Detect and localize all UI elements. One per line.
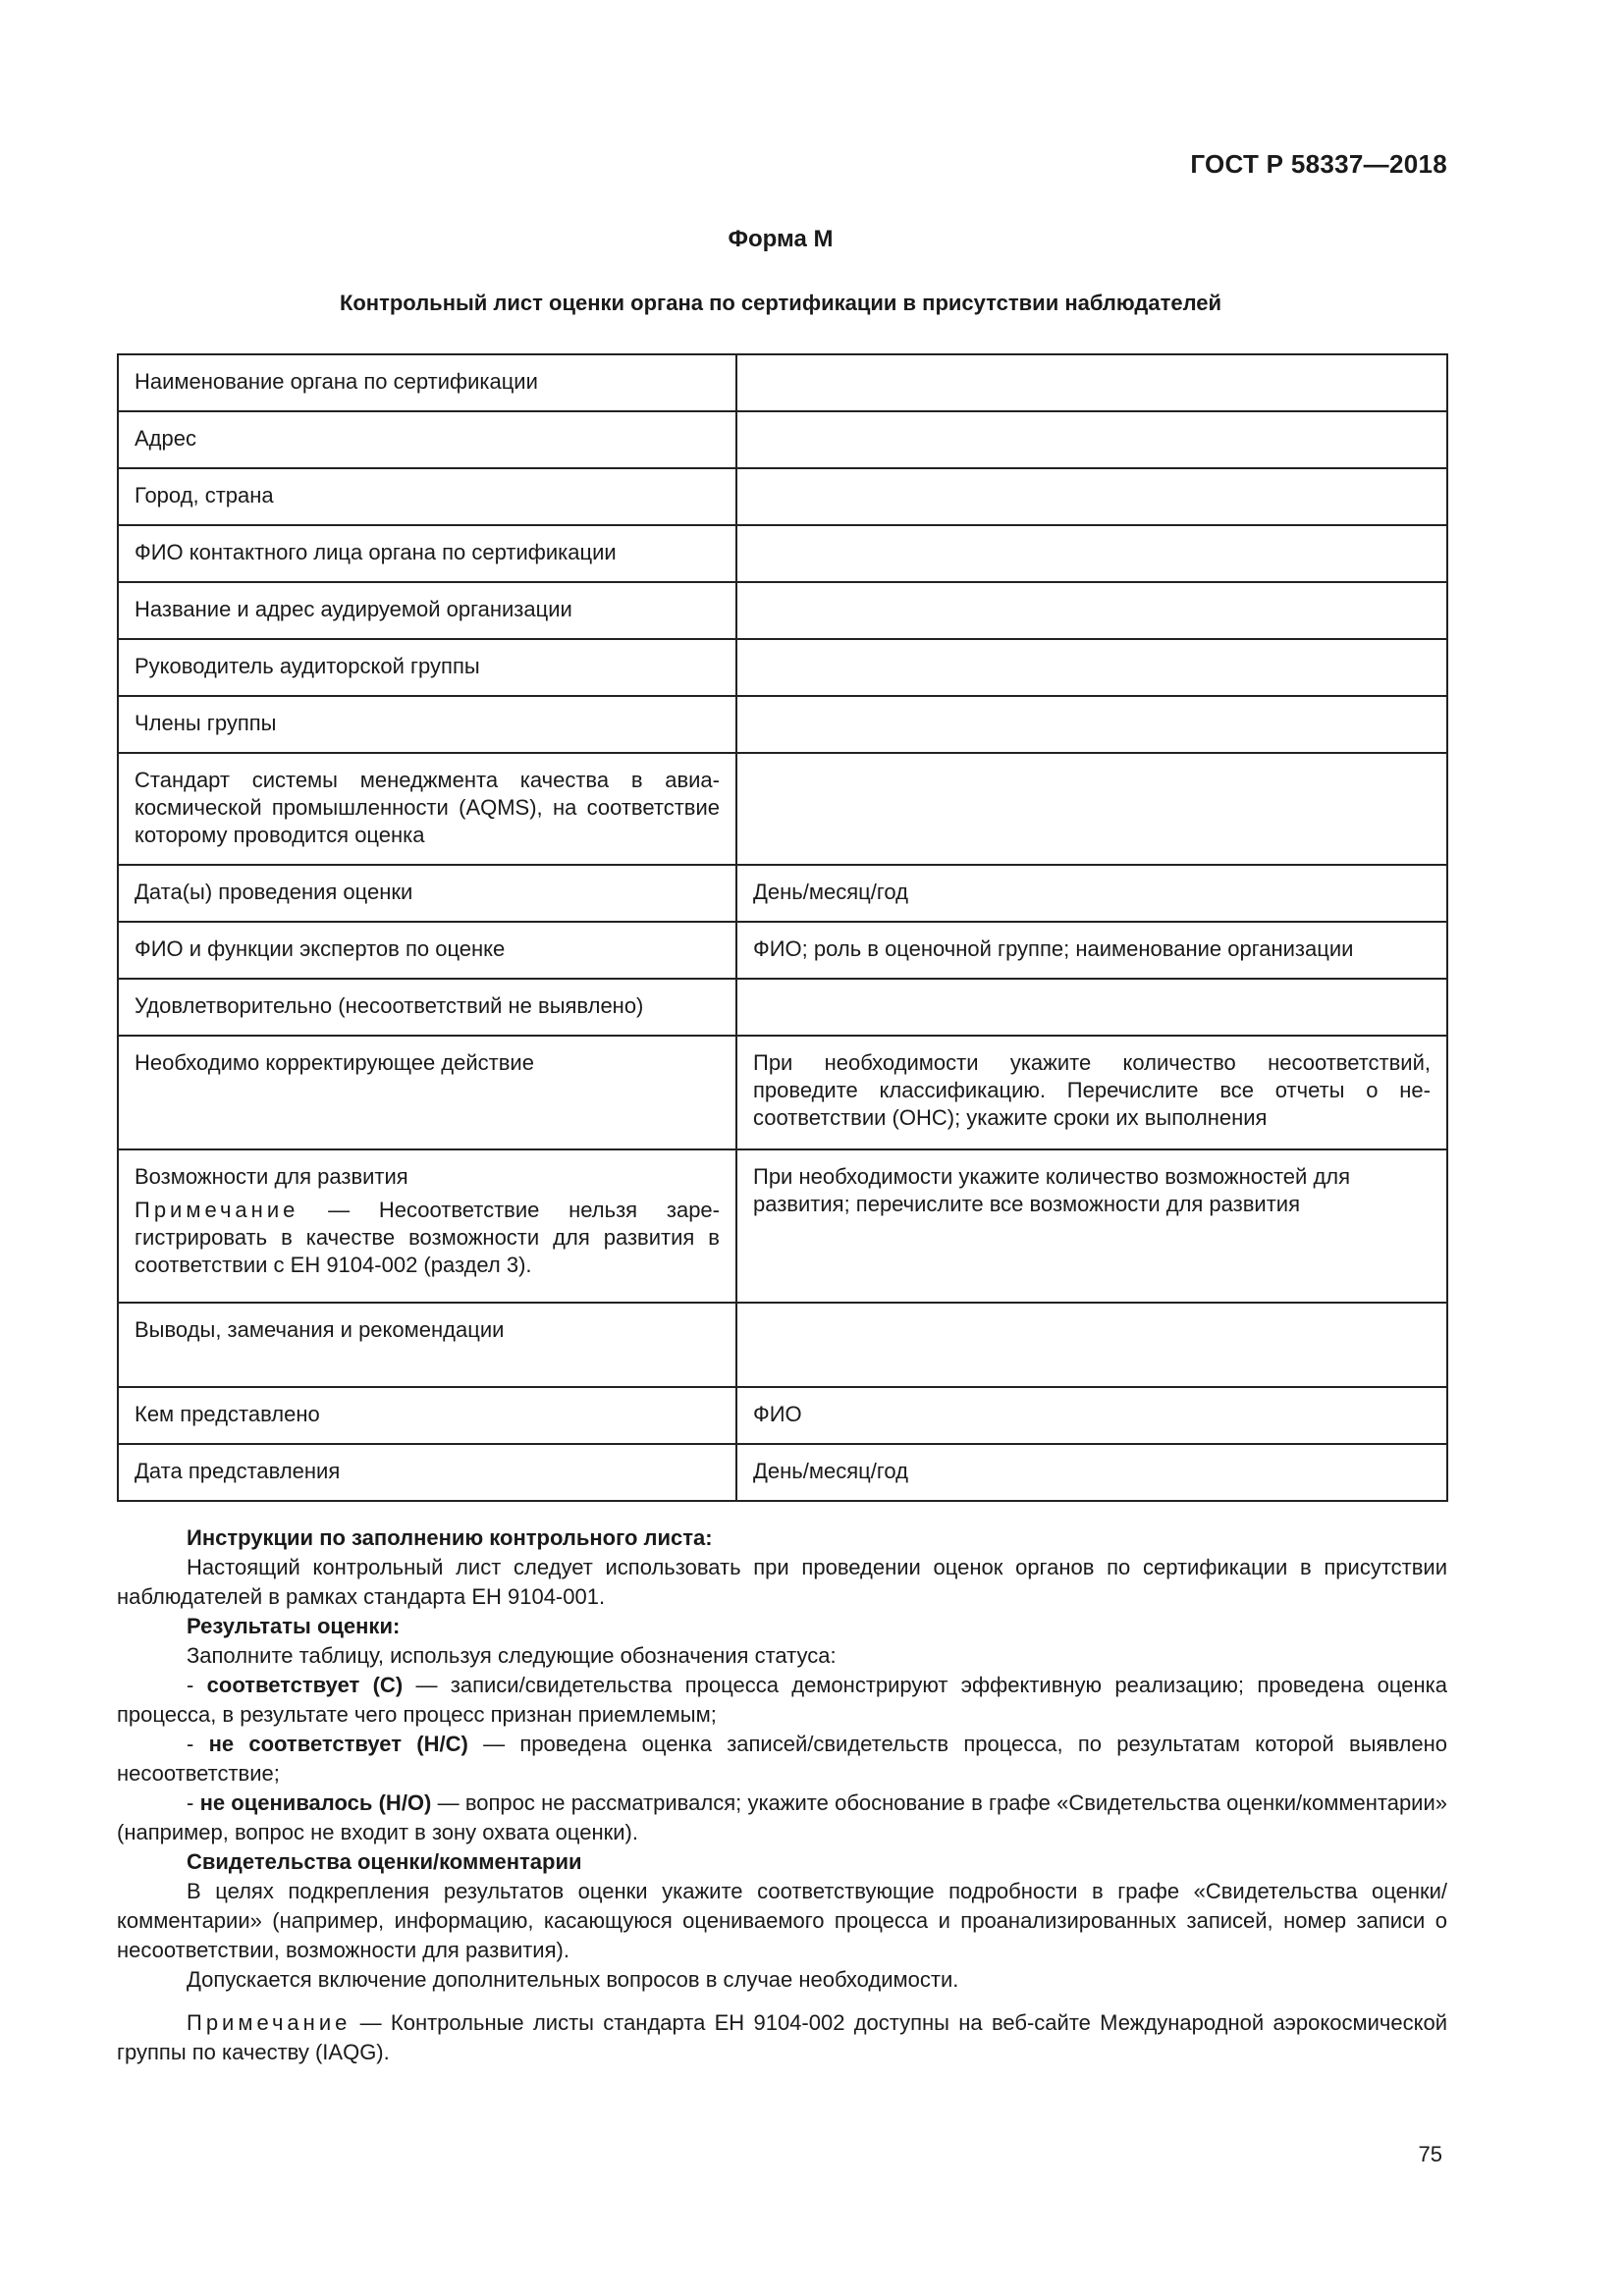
row-label: Название и адрес аудируемой организации	[118, 582, 736, 639]
row-label: Выводы, замечания и рекомендации	[118, 1303, 736, 1387]
additional-questions-text: Допускается включение дополнительных вопросов в случае необходимости.	[187, 1967, 959, 1992]
table-row	[118, 1387, 1447, 1444]
row-value[interactable]: День/месяц/год	[736, 1444, 1447, 1501]
status-item	[117, 1789, 1447, 1847]
row-label: Удовлетворительно (несоответствий не выявлено)	[118, 979, 736, 1036]
table-row	[118, 1036, 1447, 1149]
page-number: 75	[1418, 2142, 1442, 2166]
row-value[interactable]: При необходимости укажите количество несоответствий, проведите классификацию. Перечислите все отчеты о несоответствии (ОНС); укажите сроки их выполнения	[736, 1036, 1447, 1149]
table-row	[118, 865, 1447, 922]
instructions-intro: Настоящий контрольный лист следует использовать при проведении оценок органов по сертификации в присутствии наблюдателей в рамках стандарта ЕН 9104-001.	[117, 1555, 1447, 1609]
row-value[interactable]	[736, 639, 1447, 696]
evidence-text: В целях подкрепления результатов оценки укажите соответствующие подробности в графе «Свидетельства оценки/комментарии» (например, информацию, касающуюся оцениваемого процесса и проанализированных записей, номер записи о несоответствии, возможности для развития).	[117, 1879, 1447, 1962]
table-row	[118, 1149, 1447, 1303]
table-row	[118, 468, 1447, 525]
results-heading: Результаты оценки:	[187, 1614, 401, 1638]
row-label: Кем представлено	[118, 1387, 736, 1444]
table-row	[118, 922, 1447, 979]
table-row	[118, 696, 1447, 753]
cell-note	[135, 1197, 720, 1279]
row-value[interactable]	[736, 696, 1447, 753]
row-label: Необходимо корректирующее действие	[118, 1036, 736, 1149]
standard-number: ГОСТ Р 58337—2018	[1190, 149, 1447, 179]
status-term: не соответствует (Н/С)	[208, 1732, 468, 1756]
table-row	[118, 525, 1447, 582]
row-label: Стандарт системы менеджмента качества в авиакосмической промышленности (AQMS), на соответствие которому проводится оценка	[118, 753, 736, 865]
status-text: — проведена оценка записей/свидетельств процесса, по результатам которой выявлено несоответствие;	[117, 1732, 1447, 1786]
results-intro: Заполните таблицу, используя следующие обозначения статуса:	[187, 1643, 837, 1668]
row-label: Город, страна	[118, 468, 736, 525]
row-value[interactable]	[736, 1303, 1447, 1387]
table-row	[118, 639, 1447, 696]
row-value[interactable]	[736, 354, 1447, 411]
note-label: Примечание	[187, 2010, 352, 2035]
row-label: Руководитель аудиторской группы	[118, 639, 736, 696]
table-row	[118, 582, 1447, 639]
table-row	[118, 979, 1447, 1036]
table-row	[118, 753, 1447, 865]
instructions-heading: Инструкции по заполнению контрольного листа:	[187, 1525, 713, 1550]
status-term: соответствует (С)	[206, 1673, 404, 1697]
form-subtitle: Контрольный лист оценки органа по сертификации в присутствии наблюдателей	[339, 291, 1222, 315]
row-label: ФИО и функции экспертов по оценке	[118, 922, 736, 979]
evidence-heading: Свидетельства оценки/комментарии	[187, 1849, 582, 1874]
row-label: Дата представления	[118, 1444, 736, 1501]
final-note	[117, 2008, 1447, 2067]
row-label: ФИО контактного лица органа по сертификации	[118, 525, 736, 582]
row-value[interactable]	[736, 753, 1447, 865]
status-item	[117, 1671, 1447, 1730]
row-value[interactable]	[736, 582, 1447, 639]
row-label: Адрес	[118, 411, 736, 468]
status-item	[117, 1730, 1447, 1789]
status-term: не оценивалось (Н/О)	[199, 1790, 432, 1815]
row-label: Возможности для развития	[135, 1164, 408, 1189]
table-row	[118, 411, 1447, 468]
status-prefix: -	[187, 1790, 200, 1815]
checklist-table	[117, 353, 1448, 1502]
row-label: Наименование органа по сертификации	[118, 354, 736, 411]
row-value[interactable]: ФИО; роль в оценочной группе; наименование организации	[736, 922, 1447, 979]
row-value[interactable]: При необходимости укажите количество возможностей для развития; перечислите все возможности для развития	[736, 1149, 1447, 1303]
row-label-with-note	[118, 1149, 736, 1303]
status-prefix: -	[187, 1732, 209, 1756]
note-label: Примечание	[135, 1198, 299, 1222]
row-label: Члены группы	[118, 696, 736, 753]
status-text: — записи/свидетельства процесса демонстрируют эффективную реализацию; проведена оценка процесса, в результате чего процесс признан приемлемым;	[117, 1673, 1447, 1727]
status-prefix: -	[187, 1673, 207, 1697]
row-value[interactable]	[736, 411, 1447, 468]
form-title: Форма М	[728, 226, 834, 252]
note-text: — Несоответствие нельзя зарегистрировать в качестве возможности для развития в соответствии с ЕН 9104-002 (раздел 3).	[135, 1198, 720, 1277]
table-row	[118, 1444, 1447, 1501]
row-value[interactable]: День/месяц/год	[736, 865, 1447, 922]
status-text: — вопрос не рассматривался; укажите обоснование в графе «Свидетельства оценки/комментарии» (например, вопрос не входит в зону охвата оценки).	[117, 1790, 1447, 1844]
table-row	[118, 354, 1447, 411]
row-label: Дата(ы) проведения оценки	[118, 865, 736, 922]
row-value[interactable]	[736, 525, 1447, 582]
row-value[interactable]	[736, 979, 1447, 1036]
note-text: — Контрольные листы стандарта ЕН 9104-002 доступны на веб-сайте Международной аэрокосмической группы по качеству (IAQG).	[117, 2010, 1447, 2064]
instructions-section	[117, 1523, 1447, 2067]
row-value[interactable]: ФИО	[736, 1387, 1447, 1444]
row-value[interactable]	[736, 468, 1447, 525]
table-row	[118, 1303, 1447, 1387]
